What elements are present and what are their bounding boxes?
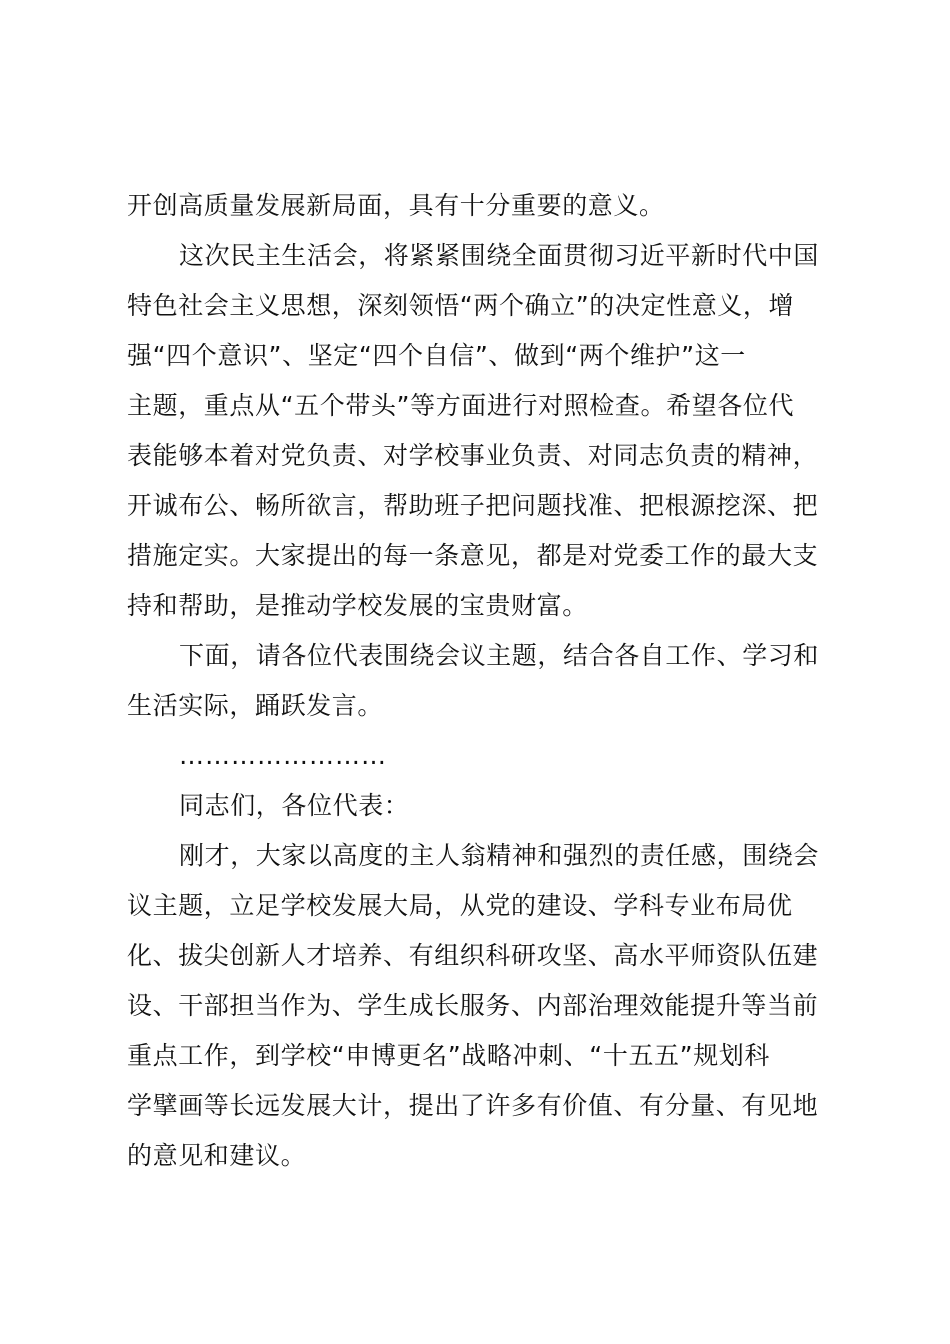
- text-line: 措施定实。大家提出的每一条意见，都是对党委工作的最大支: [127, 541, 819, 570]
- text-line: 的意见和建议。: [127, 1141, 307, 1170]
- text-line: 持和帮助，是推动学校发展的宝贵财富。: [127, 591, 588, 620]
- text-line: 议主题，立足学校发展大局，从党的建设、学科专业布局优: [127, 891, 793, 920]
- ellipsis-separator: ……………………: [179, 741, 387, 770]
- text-line: 生活实际，踊跃发言。: [127, 691, 384, 720]
- text-line: 开诚布公、畅所欲言，帮助班子把问题找准、把根源挖深、把: [127, 491, 819, 520]
- paragraph-start-line: 这次民主生活会，将紧紧围绕全面贯彻习近平新时代中国: [179, 241, 820, 270]
- text-line: 学擘画等长远发展大计，提出了许多有价值、有分量、有见地: [127, 1091, 819, 1120]
- text-line: 特色社会主义思想，深刻领悟“两个确立”的决定性意义，增: [127, 291, 795, 320]
- text-line: 主题，重点从“五个带头”等方面进行对照检查。希望各位代: [127, 391, 795, 420]
- text-line: 开创高质量发展新局面，具有十分重要的意义。: [127, 191, 665, 220]
- text-line: 化、拔尖创新人才培养、有组织科研攻坚、高水平师资队伍建: [127, 941, 819, 970]
- document-page: [127, 181, 833, 1181]
- text-line: 重点工作，到学校“申博更名”战略冲刺、“十五五”规划科: [127, 1041, 771, 1070]
- paragraph-start-line: 下面，请各位代表围绕会议主题，结合各自工作、学习和: [179, 641, 820, 670]
- text-line: 设、干部担当作为、学生成长服务、内部治理效能提升等当前: [127, 991, 819, 1020]
- paragraph-start-line: 刚才，大家以高度的主人翁精神和强烈的责任感，围绕会: [179, 841, 820, 870]
- text-line: 表能够本着对党负责、对学校事业负责、对同志负责的精神，: [127, 441, 819, 470]
- text-line: 强“四个意识”、坚定“四个自信”、做到“两个维护”这一: [127, 341, 746, 370]
- salutation-line: 同志们，各位代表：: [179, 791, 410, 820]
